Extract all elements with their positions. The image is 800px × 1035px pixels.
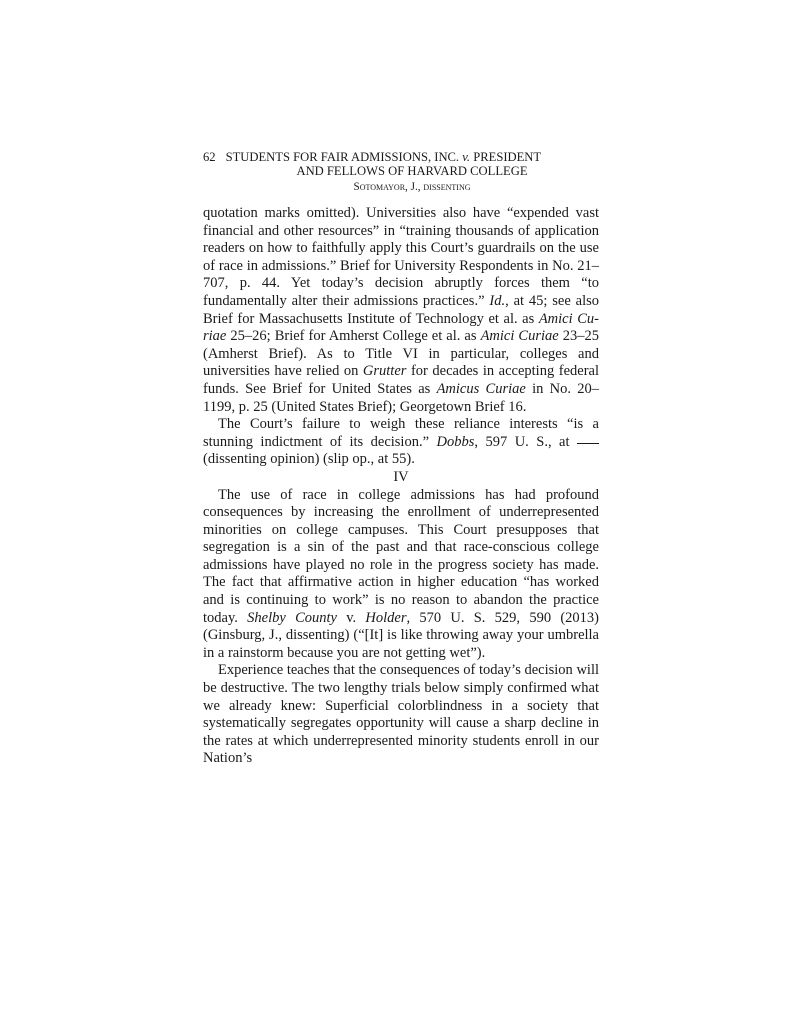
- paragraph-2: [203, 416, 599, 469]
- case-name-shelby: Shelby County: [247, 609, 337, 626]
- text-run: The Court’s failure to weigh these reliance interests “is a stunning indictment of its decision.”: [203, 416, 599, 450]
- text-run: The use of race in college admissions has had profound consequences by increasing the enrollment of underrepresented minorities on college campuses. This Court presupposes that segregation is a sin of the past and that race-conscious college admissions have played no role in the progress society has made. The fact that affirmative action in higher education “has worked and is continuing to work” is no reason to abandon the practice today.: [203, 486, 599, 626]
- text-run: (dissenting opinion) (slip op., at 55).: [203, 451, 415, 468]
- header-title-line1: [203, 150, 603, 164]
- opinion-body: [203, 205, 599, 768]
- paragraph-4: Experience teaches that the consequences of today’s decision will be destructive. The two lengthy trials below simply confirmed what we already knew: Superficial colorblindness in a society that systematically segregates opportunity will cause a sharp decline in the rates at which underrepresented minority students enroll in our Nation’s: [203, 662, 599, 767]
- citation-amici: Amici Curiae: [480, 328, 559, 345]
- text-run: , at 45; see also Brief for Massachusetts Institute of Technology et al. as: [203, 292, 599, 327]
- running-header: [203, 150, 603, 194]
- paragraph-1: [203, 205, 599, 416]
- text-run: v.: [336, 609, 366, 626]
- header-versus: v.: [462, 150, 471, 164]
- citation-amici: Amici Curiae: [203, 310, 599, 345]
- header-title-line2: AND FELLOWS OF HARVARD COLLEGE: [296, 164, 528, 178]
- header-title-end: PRESIDENT: [473, 150, 542, 164]
- header-author: Sotomayor, J., dissenting: [353, 181, 471, 193]
- case-name-grutter: Grutter: [362, 363, 407, 380]
- case-name-dobbs: Dobbs: [436, 433, 475, 450]
- text-run: 25–26; Brief for Amherst College et al. as: [226, 328, 481, 345]
- text-run: quotation marks omitted). Universities also have “expended vast financial and other resources” in “training thousands of application readers on how to faithfully apply this Court’s guardrails on the use of race in admissions.” Brief for University Respondents in No. 21–707, p. 44. Yet today’s decision abruptly forces them “to fundamentally alter their admissions practices.”: [203, 205, 599, 309]
- text-run: for decades in accepting federal funds. See Brief for United States as: [203, 363, 599, 397]
- citation-blank: [577, 443, 599, 444]
- paragraph-3: [203, 487, 599, 663]
- text-run: , 570 U. S. 529, 590 (2013) (Ginsburg, J., dissenting) (“[It] is like throwing away your umbrella in a rainstorm because you are not getting wet”).: [203, 609, 599, 661]
- text-run: 23–25 (Amherst Brief). As to Title VI in particular, colleges and universities have relied on: [203, 328, 599, 380]
- header-title-start: STUDENTS FOR FAIR ADMISSIONS, INC.: [225, 150, 460, 164]
- text-run: , 597 U. S., at: [474, 433, 577, 450]
- citation-id: Id.: [489, 292, 506, 309]
- citation-amicus: Amicus Curiae: [436, 380, 526, 397]
- page-number: 62: [203, 150, 216, 164]
- case-name-holder: Holder: [365, 609, 407, 626]
- section-heading: IV: [393, 468, 409, 485]
- text-run: in No. 20–1199, p. 25 (United States Brief); Georgetown Brief 16.: [203, 380, 600, 415]
